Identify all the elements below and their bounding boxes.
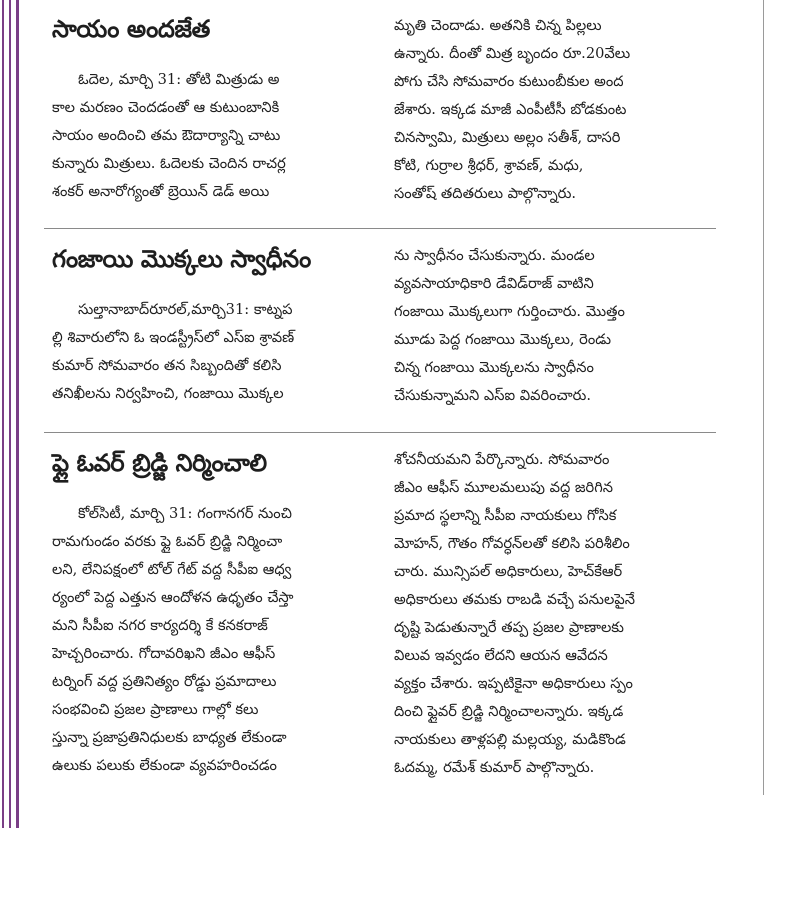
article-3-body-right: [394, 446, 714, 782]
text-line: ను స్వాధీనం చేసుకున్నారు. మండల: [394, 247, 595, 264]
text-line: కాల మరణం చెందడంతో ఆ కుటుంబానికి: [52, 99, 280, 116]
text-line: చినస్వామి, మిత్రులు అల్లం సతీశ్, దాసరి: [394, 129, 621, 146]
article-3-right-column: [394, 446, 714, 782]
text-line: స్తున్నా ప్రజాప్రతినిధులకు బాధ్యత లేకుండా: [52, 729, 287, 746]
text-line: నాయకులు తాళ్లపల్లి మల్లయ్య, మడికొండ: [394, 731, 626, 748]
text-line: జేశారు. ఇక్కడ మాజీ ఎంపీటీసీ బోడకుంట: [394, 101, 627, 118]
text-line: లని, లేనిపక్షంలో టోల్ గేట్ వద్ద సీపీఐ ఆధ్వ: [52, 561, 292, 578]
article-1-headline: సాయం అందజేత: [52, 15, 210, 43]
text-line: సంభవించి ప్రజల ప్రాణాలు గాల్లో కలు: [52, 701, 259, 718]
text-line: ల్లి శివారులోని ఓ ఇండస్ట్రీస్‌లో ఎస్ఐ శ్రావణ్: [52, 329, 295, 346]
article-3-headline: ఫ్లై ఓవర్ బ్రిడ్జి నిర్మించాలి: [52, 449, 267, 477]
article-2-right-column: [394, 242, 714, 410]
text-line: మూడు పెద్ద గంజాయి మొక్కలు, రెండు: [394, 331, 612, 348]
text-line: టర్నింగ్ వద్ద ప్రతినిత్యం రోడ్డు ప్రమాదాలు: [52, 673, 277, 690]
text-line: ర్యంలో పెద్ద ఎత్తున ఆందోళన ఉధృతం చేస్తా: [52, 589, 294, 606]
border-line-inner: [16, 0, 19, 828]
text-line: మృతి చెందాడు. అతనికి చిన్న పిల్లలు: [394, 17, 602, 34]
text-line: చారు. మున్సిపల్ అధికారులు, హెచ్‌కేఆర్: [394, 563, 623, 580]
text-line: సాయం అందించి తమ ఔదార్యాన్ని చాటు: [52, 127, 281, 144]
border-line-outer: [2, 0, 4, 828]
text-line: వ్యక్తం చేశారు. ఇప్పటికైనా అధికారులు స్పం: [394, 675, 633, 692]
article-1-body-right: [394, 12, 714, 208]
text-line: ఓదెల, మార్చి 31: తోటి మిత్రుడు అ: [78, 71, 280, 88]
article-1-body-left: [52, 66, 372, 206]
article-separator-2: [44, 432, 716, 433]
text-line: జీఎం ఆఫీస్ మూలమలుపు వద్ద జరిగిన: [394, 479, 613, 496]
page-border-left: [0, 0, 22, 828]
article-2-body-left: [52, 296, 372, 408]
text-line: శంకర్ అనారోగ్యంతో బ్రెయిన్ డెడ్ అయి: [52, 183, 270, 200]
text-line: తనిఖీలను నిర్వహించి, గంజాయి మొక్కల: [52, 385, 284, 402]
border-line-middle: [9, 0, 11, 828]
text-line: దించి ఫ్లైవర్ బ్రిడ్జి నిర్మించాలన్నారు. ఇక్కడ: [394, 703, 624, 720]
text-line: పోగు చేసి సోమవారం కుటుంబీకుల అంద: [394, 73, 624, 90]
article-2-body-right: [394, 242, 714, 410]
text-line: రామగుండం వరకు ఫ్లై ఓవర్ బ్రిడ్జి నిర్మించా: [52, 533, 283, 550]
column-rule-right: [763, 0, 764, 795]
article-2-headline: గంజాయి మొక్కలు స్వాధీనం: [52, 245, 311, 273]
text-line: ఉలుకు పలుకు లేకుండా వ్యవహరించడం: [52, 757, 277, 774]
text-line: కున్నారు మిత్రులు. ఓదెలకు చెందిన రాచర్ల: [52, 155, 286, 172]
article-3-body-left: [52, 500, 372, 780]
article-1-right-column: [394, 12, 714, 208]
text-line: చేసుకున్నామని ఎస్ఐ వివరించారు.: [394, 387, 591, 404]
article-separator-1: [44, 228, 716, 229]
text-line: ఉన్నారు. దీంతో మిత్ర బృందం రూ.20వేలు: [394, 45, 631, 62]
text-line: చిన్న గంజాయి మొక్కలను స్వాధీనం: [394, 359, 594, 376]
text-line: కోల్‌సిటీ, మార్చి 31: గంగానగర్ నుంచి: [78, 505, 292, 522]
text-line: కుమార్ సోమవారం తన సిబ్బందితో కలిసి: [52, 357, 282, 374]
text-line: మని సీపీఐ నగర కార్యదర్శి కే కనకరాజ్: [52, 617, 268, 634]
text-line: ప్రమాద స్థలాన్ని సీపీఐ నాయకులు గోసిక: [394, 507, 617, 524]
article-3-left-column: [52, 446, 372, 780]
text-line: సుల్తానాబాద్‌రూరల్,మార్చి31: కాట్నప: [78, 301, 293, 318]
text-line: అధికారులు తమకు రాబడి వచ్చే పనులపైనే: [394, 591, 635, 608]
text-line: ఓదమ్మ, రమేశ్ కుమార్ పాల్గొన్నారు.: [394, 759, 595, 776]
text-line: గంజాయి మొక్కలుగా గుర్తించారు. మొత్తం: [394, 303, 625, 320]
text-line: దృష్టి పెడుతున్నారే తప్ప ప్రజల ప్రాణాలకు: [394, 619, 624, 636]
text-line: విలువ ఇవ్వడం లేదని ఆయన ఆవేదన: [394, 647, 608, 664]
article-1-left-column: [52, 12, 372, 206]
text-line: శోచనీయమని పేర్కొన్నారు. సోమవారం: [394, 451, 610, 468]
text-line: మోహన్, గౌతం గోవర్ధన్‌లతో కలిసి పరిశీలిం: [394, 535, 630, 552]
text-line: సంతోష్ తదితరులు పాల్గొన్నారు.: [394, 185, 577, 202]
text-line: కోటి, గుర్రాల శ్రీధర్, శ్రావణ్, మధు,: [394, 157, 584, 174]
text-line: వ్యవసాయాధికారి డేవిడ్‌రాజ్ వాటిని: [394, 275, 594, 292]
article-2-left-column: [52, 242, 372, 408]
text-line: హెచ్చరించారు. గోదావరిఖని జీఎం ఆఫీస్: [52, 645, 276, 662]
